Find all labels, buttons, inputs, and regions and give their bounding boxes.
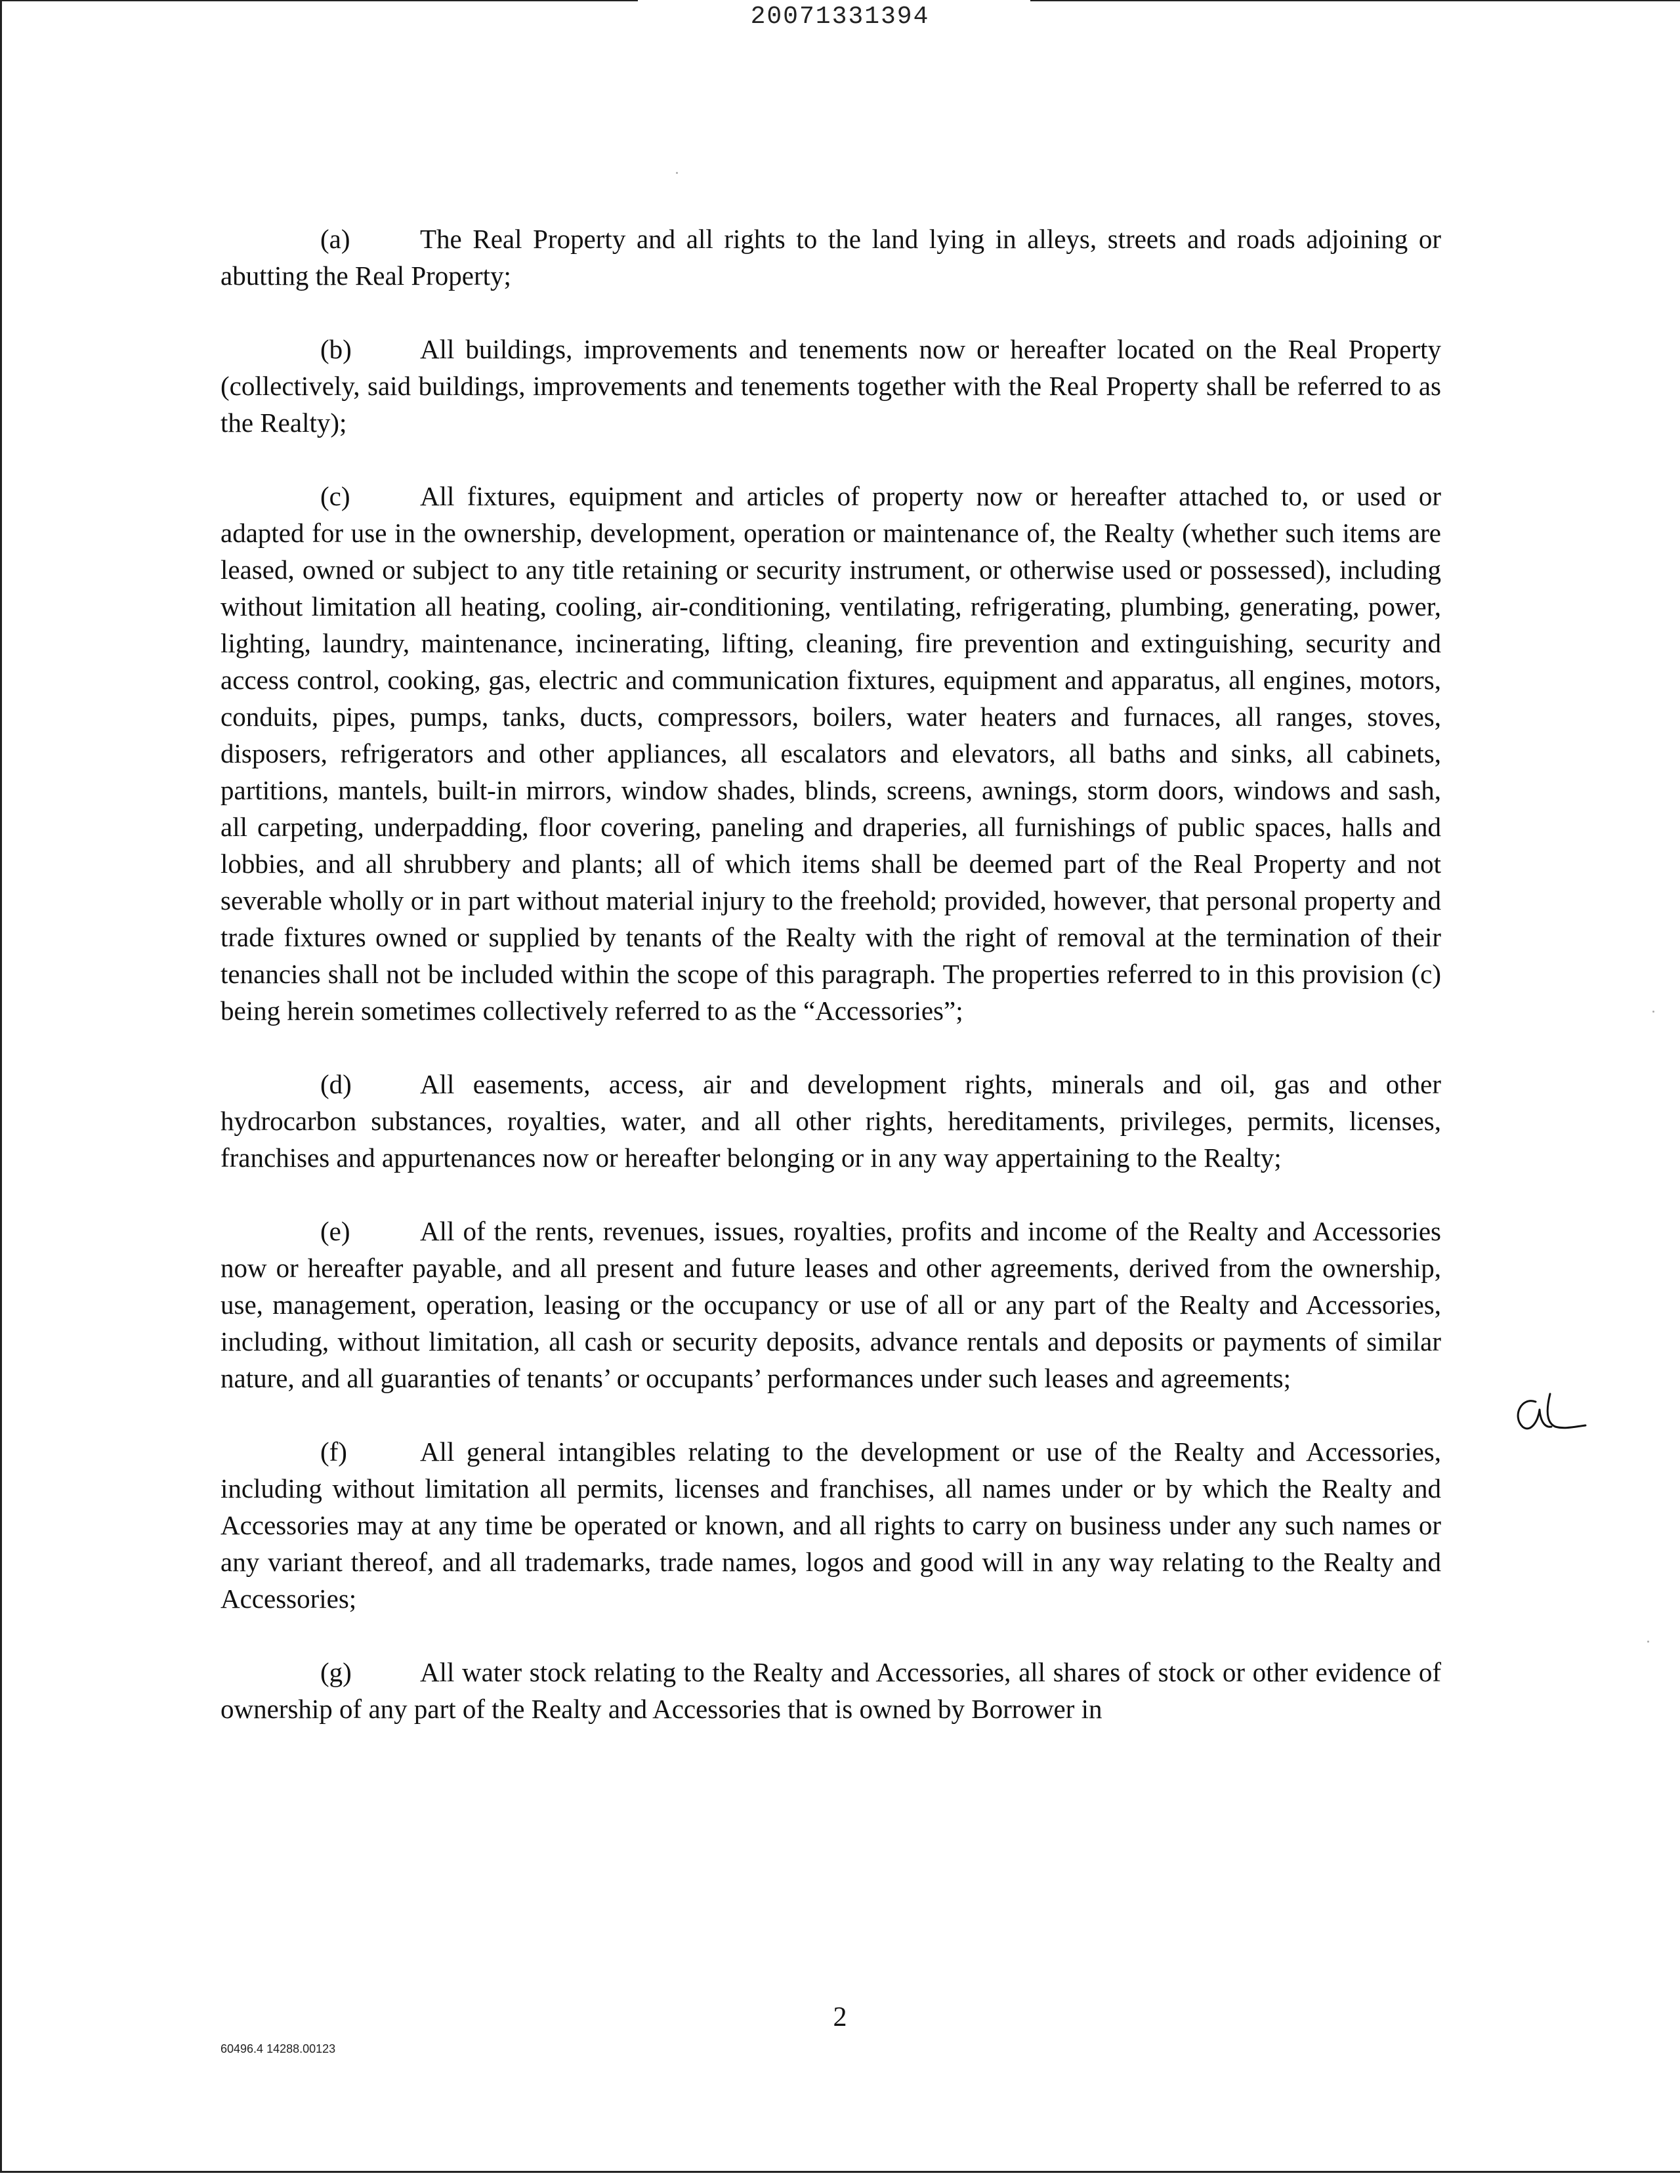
paragraph-label: (g)	[320, 1657, 352, 1687]
paragraph-text: All fixtures, equipment and articles of property now or hereafter attached to, or used or adapted for use in the ownership, development, operation or maintenance of, the Realty (whether such items are leased, owned or subject to any title retaining or security instrument, or otherwise used or possessed), including without limitation all heating, cooling, air-conditioning, ventilating, refrigerating, plumbing, generating, power, lighting, laundry, maintenance, incinerating, lifting, cleaning, fire prevention and extinguishing, security and access control, cooking, gas, electric and communication fixtures, equipment and apparatus, all engines, motors, conduits, pipes, pumps, tanks, ducts, compressors, boilers, water heaters and furnaces, all ranges, stoves, disposers, refrigerators and other appliances, all escalators and elevators, all baths and sinks, all cabinets, partitions, mantels, built-in mirrors, window shades, blinds, screens, awnings, storm doors, windows and sash, all carpeting, underpadding, floor covering, paneling and draperies, all furnishings of public spaces, halls and lobbies, and all shrubbery and plants; all of which items shall be deemed part of the Real Property and not severable wholly or in part without material injury to the freehold; provided, however, that personal property and trade fixtures owned or supplied by tenants of the Realty with the right of removal at the termination of their tenancies shall not be included within the scope of this paragraph. The properties referred to in this provision (c) being herein sometimes collectively referred to as the “Accessories”;	[220, 481, 1441, 1026]
paragraph-g	[220, 1654, 1441, 1727]
paragraph-f	[220, 1433, 1441, 1617]
paragraph-label: (d)	[320, 1069, 352, 1099]
paragraph-a	[220, 220, 1441, 294]
paragraph-label: (a)	[320, 224, 350, 254]
paragraph-text: All buildings, improvements and tenements now or hereafter located on the Real Property (collectively, said buildings, improvements and tenements together with the Real Property shall be referred to as the Realty);	[220, 334, 1441, 438]
paragraph-c	[220, 478, 1441, 1029]
paragraph-label: (c)	[320, 481, 350, 511]
top-rule-right	[1030, 0, 1680, 1]
top-rule-left	[0, 0, 638, 1]
paragraph-label: (b)	[320, 334, 352, 364]
document-body	[220, 220, 1441, 1764]
paragraph-text: All of the rents, revenues, issues, royalties, profits and income of the Realty and Accessories now or hereafter payable, and all present and future leases and other agreements, derived from the ownership, use, management, operation, leasing or the occupancy or use of all or any part of the Realty and Accessories, including, without limitation, all cash or security deposits, advance rentals and deposits or payments of similar nature, and all guaranties of tenants’ or occupants’ performances under such leases and agreements;	[220, 1216, 1441, 1393]
paragraph-text: All water stock relating to the Realty and Accessories, all shares of stock or other evidence of ownership of any part of the Realty and Accessories that is owned by Borrower in	[220, 1657, 1441, 1724]
paragraph-d	[220, 1066, 1441, 1176]
paragraph-label: (e)	[320, 1216, 350, 1246]
handwritten-initials	[1509, 1390, 1588, 1436]
scan-speck	[676, 172, 678, 174]
scan-speck	[1647, 1641, 1649, 1643]
paragraph-b	[220, 331, 1441, 441]
paragraph-text: The Real Property and all rights to the land lying in alleys, streets and roads adjoining or abutting the Real Property;	[220, 224, 1441, 291]
paragraph-text: All easements, access, air and development rights, minerals and oil, gas and other hydrocarbon substances, royalties, water, and all other rights, hereditaments, privileges, permits, licenses, franchises and appurtenances now or hereafter belonging or in any way appertaining to the Realty;	[220, 1069, 1441, 1173]
paragraph-e	[220, 1213, 1441, 1396]
paragraph-text: All general intangibles relating to the development or use of the Realty and Accessories, including without limitation all permits, licenses and franchises, all names under or by which the Realty and Accessories may at any time be operated or known, and all rights to carry on business under any such names or any variant thereof, and all trademarks, trade names, logos and good will in any way relating to the Realty and Accessories;	[220, 1437, 1441, 1614]
document-number: 20071331394	[750, 3, 930, 31]
scan-speck	[1652, 1011, 1654, 1013]
page-left-edge	[0, 0, 2, 2172]
page-bottom-edge	[0, 2171, 1680, 2173]
page-number: 2	[833, 2002, 847, 2032]
footer-reference: 60496.4 14288.00123	[220, 2042, 336, 2055]
paragraph-label: (f)	[320, 1437, 347, 1467]
